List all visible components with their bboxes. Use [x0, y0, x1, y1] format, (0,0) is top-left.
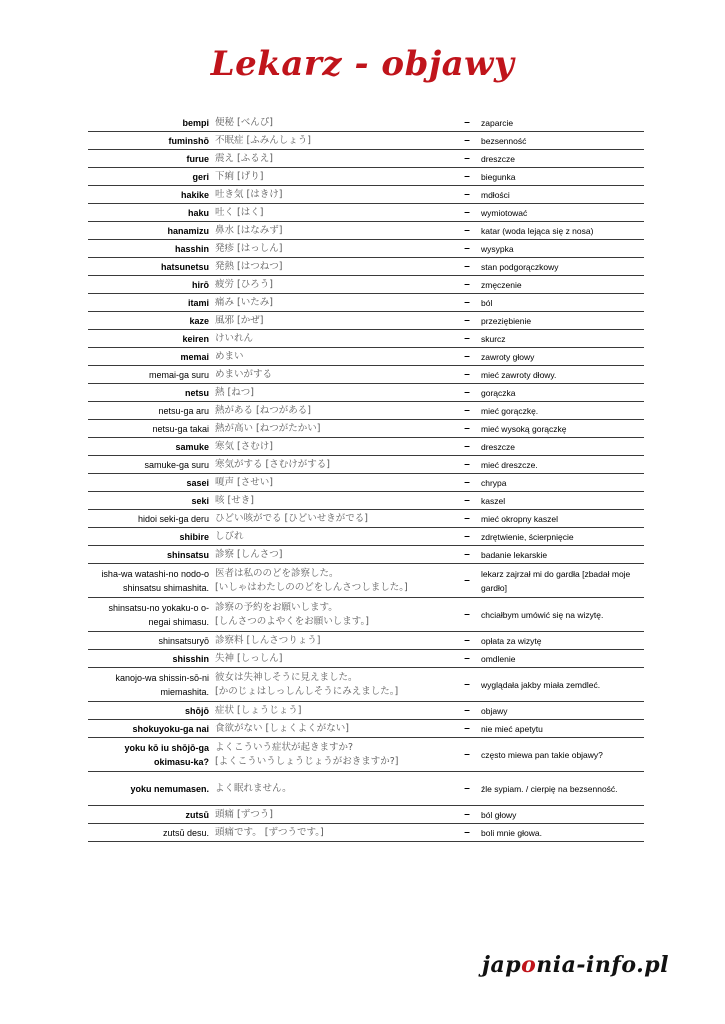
polish-cell: kaszel [478, 492, 644, 510]
romaji-cell: isha-wa watashi-no nodo-o shinsatsu shimashita. [88, 564, 212, 598]
polish-cell: badanie lekarskie [478, 546, 644, 564]
polish-cell: stan podgorączkowy [478, 258, 644, 276]
romaji-cell: seki [88, 492, 212, 510]
japanese-line: 吐く [はく] [215, 206, 264, 218]
polish-cell: źle sypiam. / cierpię na bezsenność. [478, 772, 644, 806]
polish-cell: zmęczenie [478, 276, 644, 294]
romaji-cell: shinsatsu-no yokaku-o o-negai shimasu. [88, 598, 212, 632]
japanese-line: 診察 [しんさつ] [215, 548, 283, 560]
japanese-cell [212, 222, 456, 240]
polish-cell: mieć okropny kaszel [478, 510, 644, 528]
japanese-line: 症状 [しょうじょう] [215, 704, 302, 716]
romaji-cell: shokuyoku-ga nai [88, 720, 212, 738]
japanese-line: 頭痛 [ずつう] [215, 808, 273, 820]
dash-separator: – [456, 806, 478, 824]
romaji-cell: shōjō [88, 702, 212, 720]
table-row [88, 222, 644, 240]
japanese-cell [212, 806, 456, 824]
dash-separator: – [456, 348, 478, 366]
logo-part-o: o [521, 952, 537, 978]
japanese-line: 鼻水 [はなみず] [215, 224, 283, 236]
japanese-cell [212, 720, 456, 738]
japanese-cell [212, 132, 456, 150]
romaji-cell: memai [88, 348, 212, 366]
japanese-line: [しんさつのよやくをお願いします。] [215, 615, 369, 627]
table-row [88, 168, 644, 186]
dash-separator: – [456, 150, 478, 168]
site-logo [482, 952, 669, 978]
japanese-line: 失神 [しっしん] [215, 652, 283, 664]
romaji-cell: hanamizu [88, 222, 212, 240]
japanese-line: ひどい咳がでる [ひどいせきがでる] [215, 512, 368, 524]
table-row [88, 402, 644, 420]
dash-separator: – [456, 402, 478, 420]
polish-cell: zaparcie [478, 114, 644, 132]
polish-cell: przeziębienie [478, 312, 644, 330]
polish-cell: chciałbym umówić się na wizytę. [478, 598, 644, 632]
japanese-cell [212, 186, 456, 204]
japanese-line: 発熱 [はつねつ] [215, 260, 283, 272]
table-row [88, 420, 644, 438]
dash-separator: – [456, 420, 478, 438]
table-row [88, 806, 644, 824]
japanese-cell [212, 420, 456, 438]
polish-cell: mieć zawroty dłowy. [478, 366, 644, 384]
polish-cell: gorączka [478, 384, 644, 402]
romaji-cell: shibire [88, 528, 212, 546]
romaji-cell: hatsunetsu [88, 258, 212, 276]
japanese-line: 下痢 [げり] [215, 170, 264, 182]
table-row [88, 366, 644, 384]
polish-cell: wyglądała jakby miała zemdleć. [478, 668, 644, 702]
table-row [88, 294, 644, 312]
japanese-line: 診察料 [しんさつりょう] [215, 634, 321, 646]
japanese-line: 寒気がする [さむけがする] [215, 458, 330, 470]
dash-separator: – [456, 312, 478, 330]
polish-cell: mieć gorączkę. [478, 402, 644, 420]
japanese-line: 疲労 [ひろう] [215, 278, 273, 290]
dash-separator: – [456, 294, 478, 312]
japanese-cell [212, 294, 456, 312]
polish-cell: dreszcze [478, 438, 644, 456]
dash-separator: – [456, 702, 478, 720]
dash-separator: – [456, 258, 478, 276]
polish-cell: biegunka [478, 168, 644, 186]
japanese-cell [212, 528, 456, 546]
japanese-cell [212, 456, 456, 474]
romaji-cell: netsu [88, 384, 212, 402]
romaji-cell: zutsū [88, 806, 212, 824]
romaji-cell: shisshin [88, 650, 212, 668]
japanese-cell [212, 168, 456, 186]
japanese-cell [212, 772, 456, 806]
table-row [88, 258, 644, 276]
polish-cell: ból głowy [478, 806, 644, 824]
japanese-cell [212, 474, 456, 492]
romaji-cell: netsu-ga takai [88, 420, 212, 438]
japanese-line: けいれん [215, 332, 254, 344]
dash-separator: – [456, 492, 478, 510]
dash-separator: – [456, 132, 478, 150]
japanese-line: 熱が高い [ねつがたかい] [215, 422, 321, 434]
japanese-cell [212, 258, 456, 276]
japanese-cell [212, 492, 456, 510]
japanese-cell [212, 650, 456, 668]
dash-separator: – [456, 546, 478, 564]
romaji-cell: haku [88, 204, 212, 222]
japanese-line: 食欲がない [しょくよくがない] [215, 722, 349, 734]
table-row [88, 348, 644, 366]
japanese-line: 吐き気 [はきけ] [215, 188, 283, 200]
japanese-cell [212, 510, 456, 528]
japanese-line: [よくこういうしょうじょうがおきますか?] [215, 755, 399, 767]
japanese-line: 彼女は失神しそうに見えました。 [215, 671, 358, 683]
japanese-line: 震え [ふるえ] [215, 152, 273, 164]
table-row [88, 738, 644, 772]
table-row [88, 564, 644, 598]
dash-separator: – [456, 222, 478, 240]
logo-part-2: nia-info.pl [536, 952, 670, 978]
table-row [88, 114, 644, 132]
japanese-line: よくこういう症状が起きますか? [215, 741, 354, 753]
dash-separator: – [456, 772, 478, 806]
dash-separator: – [456, 438, 478, 456]
japanese-line: めまい [215, 350, 244, 362]
romaji-cell: hirō [88, 276, 212, 294]
japanese-cell [212, 114, 456, 132]
polish-cell: nie mieć apetytu [478, 720, 644, 738]
table-row [88, 598, 644, 632]
table-row [88, 510, 644, 528]
japanese-line: 熱がある [ねつがある] [215, 404, 311, 416]
japanese-line: よく眠れません。 [215, 782, 292, 794]
dash-separator: – [456, 720, 478, 738]
romaji-cell: samuke [88, 438, 212, 456]
polish-cell: opłata za wizytę [478, 632, 644, 650]
polish-cell: boli mnie głowa. [478, 824, 644, 842]
polish-cell: ból [478, 294, 644, 312]
romaji-cell: shinsatsu [88, 546, 212, 564]
table-row [88, 312, 644, 330]
japanese-cell [212, 668, 456, 702]
dash-separator: – [456, 738, 478, 772]
table-row [88, 384, 644, 402]
japanese-cell [212, 438, 456, 456]
table-row [88, 240, 644, 258]
romaji-cell: memai-ga suru [88, 366, 212, 384]
dash-separator: – [456, 366, 478, 384]
japanese-line: 嗄声 [させい] [215, 476, 273, 488]
table-row [88, 186, 644, 204]
dash-separator: – [456, 276, 478, 294]
dash-separator: – [456, 824, 478, 842]
polish-cell: dreszcze [478, 150, 644, 168]
romaji-cell: kanojo-wa shissin-sō-ni miemashita. [88, 668, 212, 702]
table-row [88, 330, 644, 348]
polish-cell: objawy [478, 702, 644, 720]
table-row [88, 632, 644, 650]
table-row [88, 150, 644, 168]
dash-separator: – [456, 330, 478, 348]
japanese-line: 痛み [いたみ] [215, 296, 273, 308]
japanese-line: 医者は私ののどを診察した。 [215, 567, 339, 579]
polish-cell: często miewa pan takie objawy? [478, 738, 644, 772]
table-row [88, 720, 644, 738]
japanese-cell [212, 384, 456, 402]
table-row [88, 276, 644, 294]
romaji-cell: fuminshō [88, 132, 212, 150]
japanese-cell [212, 240, 456, 258]
table-row [88, 668, 644, 702]
romaji-cell: hidoi seki-ga deru [88, 510, 212, 528]
japanese-cell [212, 632, 456, 650]
japanese-line: 風邪 [かぜ] [215, 314, 264, 326]
japanese-line: 寒気 [さむけ] [215, 440, 273, 452]
japanese-line: しびれ [215, 530, 244, 542]
japanese-cell [212, 348, 456, 366]
romaji-cell: yoku nemumasen. [88, 772, 212, 806]
table-row [88, 824, 644, 842]
dash-separator: – [456, 384, 478, 402]
japanese-cell [212, 564, 456, 598]
japanese-line: 頭痛です。 [ずつうです。] [215, 826, 324, 838]
dash-separator: – [456, 204, 478, 222]
romaji-cell: hakike [88, 186, 212, 204]
romaji-cell: shinsatsuryō [88, 632, 212, 650]
romaji-cell: samuke-ga suru [88, 456, 212, 474]
dash-separator: – [456, 528, 478, 546]
japanese-line: 咳 [せき] [215, 494, 254, 506]
romaji-cell: keiren [88, 330, 212, 348]
table-row [88, 528, 644, 546]
table-row [88, 474, 644, 492]
dash-separator: – [456, 240, 478, 258]
polish-cell: mdłości [478, 186, 644, 204]
japanese-cell [212, 546, 456, 564]
japanese-cell [212, 702, 456, 720]
dash-separator: – [456, 632, 478, 650]
romaji-cell: bempi [88, 114, 212, 132]
table-row [88, 438, 644, 456]
table-row [88, 546, 644, 564]
dash-separator: – [456, 456, 478, 474]
dash-separator: – [456, 474, 478, 492]
japanese-line: めまいがする [215, 368, 273, 380]
dash-separator: – [456, 650, 478, 668]
logo-part-1: jap [482, 952, 522, 978]
japanese-cell [212, 402, 456, 420]
japanese-cell [212, 330, 456, 348]
romaji-cell: zutsū desu. [88, 824, 212, 842]
table-row [88, 204, 644, 222]
polish-cell: zawroty głowy [478, 348, 644, 366]
romaji-cell: sasei [88, 474, 212, 492]
vocabulary-table [88, 114, 644, 842]
japanese-cell [212, 738, 456, 772]
romaji-cell: netsu-ga aru [88, 402, 212, 420]
japanese-cell [212, 204, 456, 222]
japanese-line: 不眠症 [ふみんしょう] [215, 134, 311, 146]
polish-cell: chrypa [478, 474, 644, 492]
table-row [88, 772, 644, 806]
dash-separator: – [456, 598, 478, 632]
polish-cell: lekarz zajrzał mi do gardła [zbadał moje gardło] [478, 564, 644, 598]
table-row [88, 492, 644, 510]
romaji-cell: hasshin [88, 240, 212, 258]
romaji-cell: geri [88, 168, 212, 186]
japanese-cell [212, 150, 456, 168]
table-row [88, 132, 644, 150]
japanese-line: [かのじょはしっしんしそうにみえました。] [215, 685, 399, 697]
polish-cell: wymiotować [478, 204, 644, 222]
table-row [88, 650, 644, 668]
romaji-cell: yoku kō iu shōjō-ga okimasu-ka? [88, 738, 212, 772]
japanese-line: 便秘 [べんぴ] [215, 116, 273, 128]
polish-cell: wysypka [478, 240, 644, 258]
japanese-line: 診察の予約をお願いします。 [215, 601, 338, 613]
dash-separator: – [456, 668, 478, 702]
japanese-cell [212, 276, 456, 294]
romaji-cell: furue [88, 150, 212, 168]
table-row [88, 456, 644, 474]
japanese-cell [212, 366, 456, 384]
dash-separator: – [456, 564, 478, 598]
japanese-cell [212, 312, 456, 330]
romaji-cell: kaze [88, 312, 212, 330]
japanese-cell [212, 598, 456, 632]
japanese-line: 発疹 [はっしん] [215, 242, 283, 254]
polish-cell: mieć wysoką gorączkę [478, 420, 644, 438]
dash-separator: – [456, 186, 478, 204]
japanese-line: [いしゃはわたしののどをしんさつしました。] [215, 581, 408, 593]
dash-separator: – [456, 114, 478, 132]
page-title: Lekarz - objawy [210, 44, 515, 84]
dash-separator: – [456, 510, 478, 528]
polish-cell: katar (woda lejąca się z nosa) [478, 222, 644, 240]
japanese-line: 熱 [ねつ] [215, 386, 254, 398]
table-row [88, 702, 644, 720]
polish-cell: bezsenność [478, 132, 644, 150]
polish-cell: mieć dreszcze. [478, 456, 644, 474]
japanese-cell [212, 824, 456, 842]
polish-cell: skurcz [478, 330, 644, 348]
dash-separator: – [456, 168, 478, 186]
polish-cell: zdrętwienie, ścierpnięcie [478, 528, 644, 546]
polish-cell: omdlenie [478, 650, 644, 668]
romaji-cell: itami [88, 294, 212, 312]
